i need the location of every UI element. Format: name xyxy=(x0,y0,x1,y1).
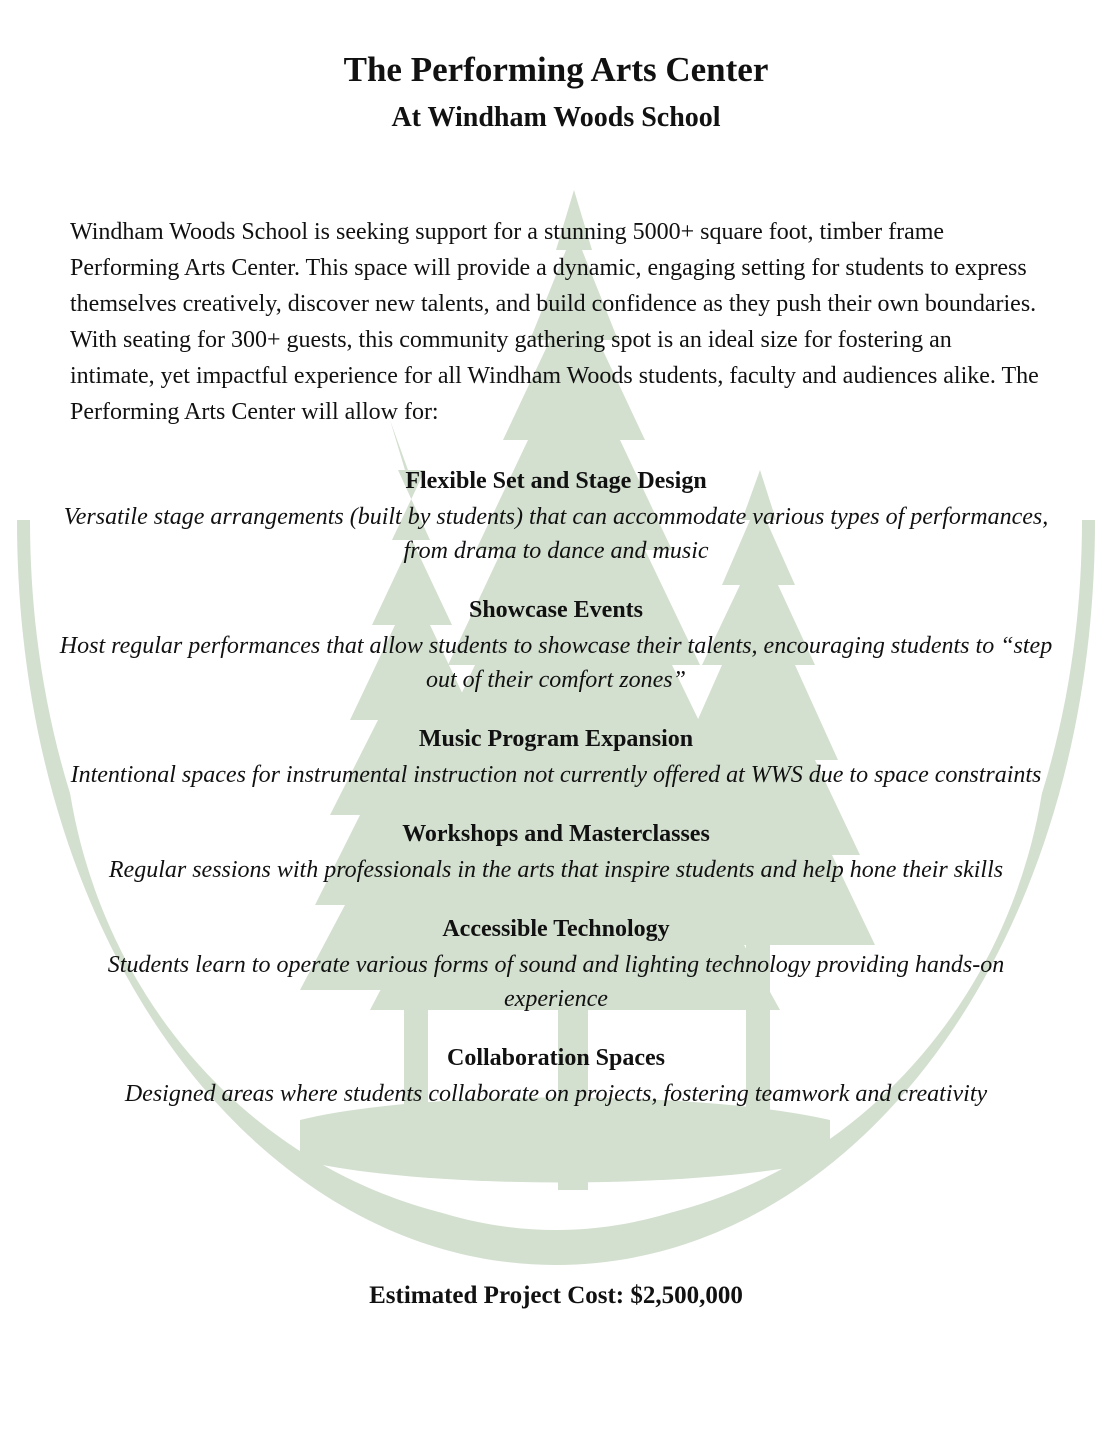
feature-description: Students learn to operate various forms of sound and lighting technology providing hands-on experience xyxy=(107,952,1005,1012)
feature-title: Workshops and Masterclasses xyxy=(402,821,710,847)
feature-description: Intentional spaces for instrumental instruction not currently offered at WWS due to space constraints xyxy=(70,762,1042,788)
feature-title: Collaboration Spaces xyxy=(446,1045,665,1071)
estimated-cost: Estimated Project Cost: $2,500,000 xyxy=(369,1282,743,1309)
feature-item xyxy=(56,464,1056,568)
page-subtitle: At Windham Woods School xyxy=(391,102,721,133)
feature-description: Host regular performances that allow students to showcase their talents, encouraging students to “step out of their comfort zones” xyxy=(59,633,1053,693)
feature-item xyxy=(56,912,1056,1016)
feature-list xyxy=(56,464,1056,1136)
feature-description: Regular sessions with professionals in the arts that inspire students and help hone their skills xyxy=(108,857,1004,883)
feature-title: Music Program Expansion xyxy=(418,726,694,752)
intro-paragraph: Windham Woods School is seeking support for a stunning 5000+ square foot, timber frame Performing Arts Center. This space will provide a dynamic, engaging setting for students to express themselves creatively, discover new talents, and build confidence as they push their own boundaries. With seating for 300+ guests, this community gathering spot is an ideal size for fostering an intimate, yet impactful experience for all Windham Woods students, faculty and audiences alike. The Performing Arts Center will allow for: xyxy=(70,219,1039,425)
feature-item xyxy=(56,722,1056,792)
feature-title: Showcase Events xyxy=(468,597,643,623)
page-title: The Performing Arts Center xyxy=(343,50,769,89)
feature-item xyxy=(56,1041,1056,1111)
feature-item xyxy=(56,593,1056,697)
feature-title: Accessible Technology xyxy=(442,916,670,942)
feature-description: Versatile stage arrangements (built by students) that can accommodate various types of performances, from drama to dance and music xyxy=(63,504,1049,564)
feature-description: Designed areas where students collaborate on projects, fostering teamwork and creativity xyxy=(124,1081,988,1107)
feature-item xyxy=(56,817,1056,887)
feature-title: Flexible Set and Stage Design xyxy=(405,468,707,494)
